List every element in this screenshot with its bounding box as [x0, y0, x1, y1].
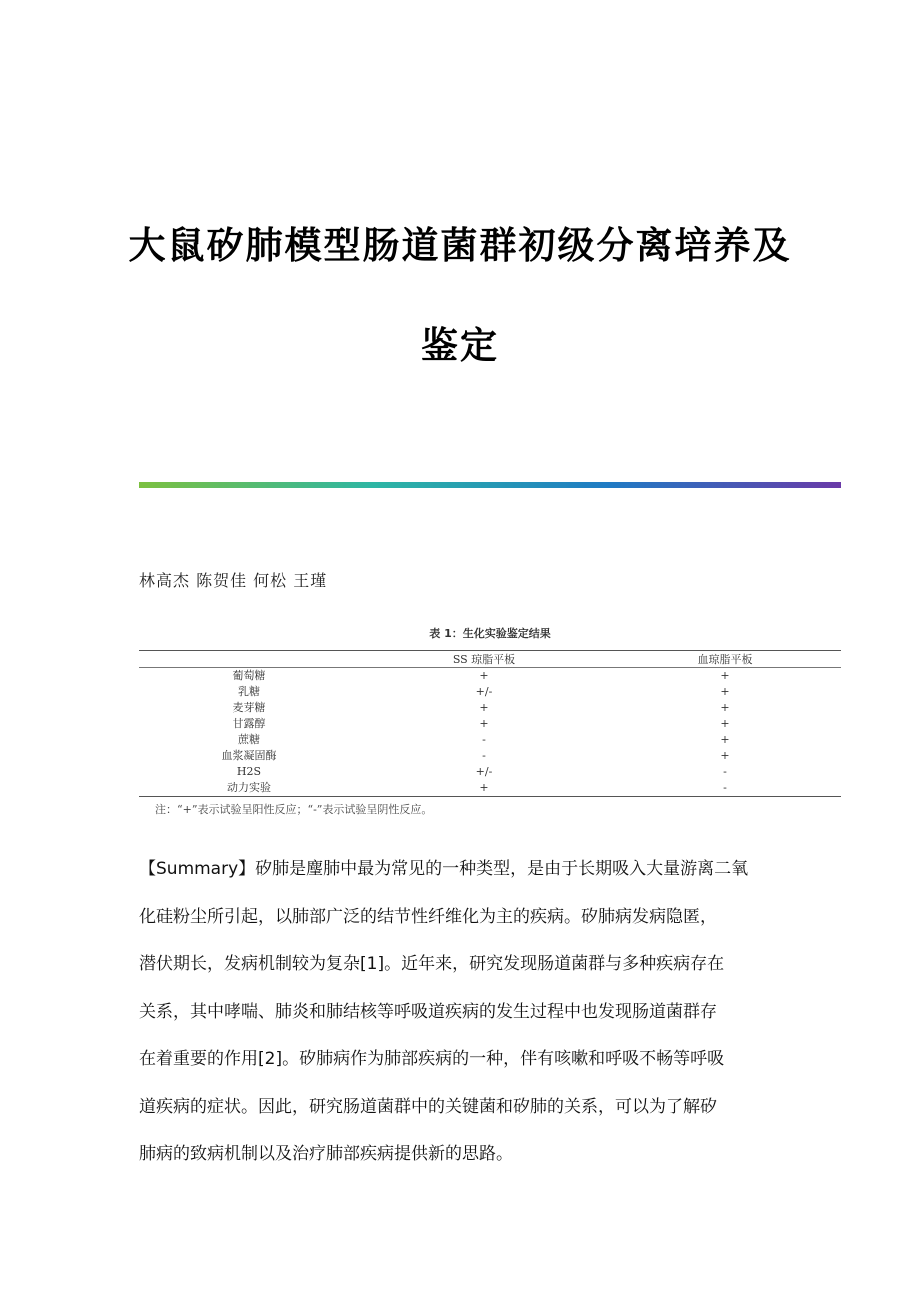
title-line-2: 鉴定: [421, 324, 499, 367]
table-header-cell: SS 琼脂平板: [452, 653, 516, 666]
biochem-table: [139, 650, 841, 797]
table-cell: +: [720, 717, 730, 730]
table-cell: +: [720, 733, 730, 746]
paragraph-line: 潜伏期长，发病机制较为复杂[1]。近年来，研究发现肠道菌群与多种疾病存在: [139, 954, 725, 974]
table-row: [139, 764, 841, 780]
table-cell: 甘露醇: [232, 717, 266, 730]
table-cell: H2S: [236, 765, 262, 778]
table-cell: 血浆凝固酶: [221, 749, 277, 762]
paragraph-line: 在着重要的作用[2]。矽肺病作为肺部疾病的一种，伴有咳嗽和呼吸不畅等呼吸: [139, 1049, 725, 1069]
table-header-cell: [139, 651, 359, 668]
table-row: [139, 700, 841, 716]
paragraph-line: 【Summary】矽肺是麈肺中最为常见的一种类型，是由于长期吸入大量游离二氧: [139, 859, 749, 879]
table-cell: -: [723, 765, 727, 778]
paragraph-line: 关系，其中哮喘、肺炎和肺结核等呼吸道疾病的发生过程中也发现肠道菌群存: [139, 1001, 717, 1022]
table-header-cell: 血琼脂平板: [697, 653, 753, 666]
table-cell: +: [479, 781, 489, 794]
table-cell: -: [482, 749, 486, 762]
table-cell: +: [720, 685, 730, 698]
table-cell: -: [723, 781, 727, 794]
table-row: [139, 748, 841, 764]
table-cell: +: [720, 749, 730, 762]
summary-paragraph: [139, 846, 789, 1179]
table-cell: +: [720, 669, 730, 682]
paragraph-line: 化硅粉尘所引起，以肺部广泛的结节性纤维化为主的疾病。矽肺病发病隐匿，: [139, 906, 717, 927]
table-row: [139, 668, 841, 685]
paragraph-line: 道疾病的症状。因此，研究肠道菌群中的关键菌和矽肺的关系，可以为了解矽: [139, 1096, 717, 1117]
title-line-1: 大鼠矽肺模型肠道菌群初级分离培养及: [128, 224, 792, 267]
table-cell: +: [479, 717, 489, 730]
gradient-divider: [139, 482, 841, 488]
table-cell: 蔗糖: [238, 733, 260, 746]
table-cell: 乳糖: [238, 685, 260, 698]
table-cell: 动力实验: [227, 781, 271, 794]
table-note: 注：“+”表示试验呈阳性反应；“-”表示试验呈阴性反应。: [155, 803, 433, 816]
table-caption: 表 1：生化实验鉴定结果: [429, 627, 551, 640]
table-row: [139, 732, 841, 748]
table-header-row: [139, 651, 841, 668]
authors: 林高杰 陈贺佳 何松 王瑾: [139, 571, 328, 590]
table-cell: +: [479, 669, 489, 682]
table-cell: 葡萄糖: [232, 669, 266, 682]
paragraph-line: 肺病的致病机制以及治疗肺部疾病提供新的思路。: [139, 1144, 513, 1164]
table-row: [139, 780, 841, 797]
table-cell: +: [720, 701, 730, 714]
table-cell: +: [479, 701, 489, 714]
table-cell: +/-: [475, 685, 493, 698]
table-cell: 麦芽糖: [232, 701, 266, 714]
table-cell: -: [482, 733, 486, 746]
table-row: [139, 684, 841, 700]
table-cell: +/-: [475, 765, 493, 778]
table-row: [139, 716, 841, 732]
